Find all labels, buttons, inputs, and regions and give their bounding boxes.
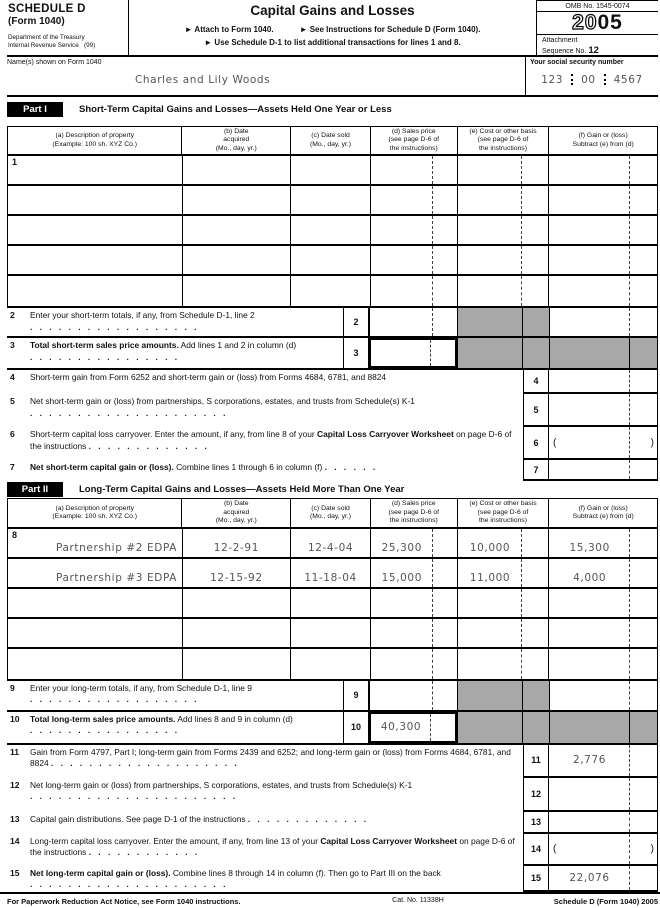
cost-basis-cell[interactable]: 11,000	[457, 559, 549, 587]
cost-basis-cell[interactable]	[457, 649, 549, 679]
instruction-line-1	[129, 25, 536, 34]
line-10-label: 10 Total long-term sales price amounts. Add lines 8 and 9 in column (d) . . . . . . . . . . . . . . . .	[10, 713, 293, 736]
line-4-label: 4 Short-term gain from Form 6252 and short-term gain or (loss) from Forms 4684, 6781, and 8824	[10, 372, 387, 383]
line-14-box-number: 14	[523, 834, 549, 866]
attachment-sequence	[537, 34, 658, 57]
sales-price-cell[interactable]	[370, 589, 457, 617]
table-row	[8, 619, 657, 649]
desc-cell[interactable]	[8, 156, 182, 184]
line-8-number: 8	[12, 529, 18, 540]
table-row	[8, 276, 657, 306]
line-9-box-number: 9	[343, 681, 369, 710]
line-15-row	[7, 866, 658, 892]
part1-bar-section	[7, 97, 660, 126]
table-row	[8, 649, 657, 679]
line-5-label: 5 Net short-term gain or (loss) from partnerships, S corporations, estates, and trusts from Schedule(s) K-1 . . . . . . . . . . . . . . . . . . . . .	[10, 396, 415, 418]
col-f-header: (f) Gain or (loss) Subtract (e) from (d)	[548, 127, 657, 154]
agency-label	[8, 34, 126, 50]
omb-block	[536, 0, 658, 55]
line-11-row	[7, 745, 658, 778]
sales-price-cell[interactable]	[370, 186, 457, 214]
cost-basis-cell[interactable]	[457, 246, 549, 274]
line-12-amount-entry[interactable]	[549, 778, 658, 812]
ssn-value	[526, 70, 658, 88]
line-7-label: 7 Net short-term capital gain or (loss). Combine lines 1 through 6 in column (f) . . . . . .	[10, 462, 378, 473]
taxpayer-name: Charles and Lily Woods	[135, 74, 271, 86]
part2-badge: Part II	[7, 482, 63, 497]
cost-basis-cell[interactable]	[457, 156, 549, 184]
form-footer-id: Schedule D (Form 1040) 2005	[553, 896, 658, 906]
line-12-label: 12 Net long-term gain or (loss) from partnerships, S corporations, estates, and trusts from Schedule(s) K-1 . . . . . . . . . . . . . . . . . . . . . .	[10, 779, 413, 802]
form-footer	[0, 892, 660, 906]
part2-bar	[7, 482, 660, 497]
gain-loss-cell[interactable]	[548, 619, 657, 647]
line-4-amount-entry[interactable]	[549, 370, 658, 394]
line-2-label: 2 Enter your short-term totals, if any, from Schedule D-1, line 2 . . . . . . . . . . . . . . . . . .	[10, 310, 255, 332]
line-3-label: 3 Total short-term sales price amounts. Add lines 1 and 2 in column (d) . . . . . . . . . . . . . . . .	[10, 340, 297, 362]
line-2-no: 2	[10, 310, 15, 321]
gain-loss-cell[interactable]	[548, 156, 657, 184]
line-3-shaded-cell	[549, 338, 658, 368]
cost-basis-cell[interactable]	[457, 216, 549, 244]
col-d-header: (d) Sales price (see page D-6 of the instructions)	[370, 499, 457, 526]
line-11-label: 11 Gain from Form 4797, Part I; long-term gain from Forms 2439 and 6252; and long-term gain or (loss) from Forms 4684, 6781, and 8824 . . . . . . . . . . . . . . . . . . . .	[10, 746, 511, 769]
line-1-number: 1	[12, 157, 18, 168]
table-row	[8, 559, 657, 589]
line-11-box-number: 11	[523, 745, 549, 778]
line-5-amount-entry[interactable]	[549, 394, 658, 427]
entry-description: Partnership #2 EDPA	[56, 541, 177, 554]
part1-table	[7, 126, 658, 306]
table-row	[8, 186, 657, 216]
line-6-label: 6 Short-term capital loss carryover. Enter the amount, if any, from line 8 of your Capital Loss Carryover Worksheet on page D-6 of the instructions . . . . . . . . . . . . .	[10, 429, 512, 451]
desc-cell[interactable]	[8, 589, 182, 617]
entry-description: Partnership #3 EDPA	[56, 571, 177, 584]
sales-price-cell[interactable]: 25,300	[370, 529, 457, 557]
line-13-label: 13 Capital gain distributions. See page D-1 of the instructions . . . . . . . . . . . . .	[10, 813, 369, 824]
table-row	[8, 246, 657, 276]
line-6-row	[7, 427, 658, 460]
line-7-amount-entry[interactable]	[549, 460, 658, 481]
line-9-row	[7, 679, 658, 712]
line-9-shaded-cell	[457, 681, 549, 710]
date-sold-cell[interactable]	[290, 649, 370, 679]
date-acquired-cell[interactable]	[182, 216, 291, 244]
col-b-header: (b) Date acquired (Mo., day, yr.)	[181, 499, 290, 526]
line-13-box-number: 13	[523, 812, 549, 834]
name-field[interactable]	[7, 57, 525, 95]
cost-basis-cell[interactable]	[457, 276, 549, 306]
gain-loss-cell[interactable]: 15,300	[548, 529, 657, 557]
cost-basis-cell[interactable]: 10,000	[457, 529, 549, 557]
line-9-gain-entry[interactable]	[549, 681, 658, 710]
line-2-gain-entry[interactable]	[549, 308, 658, 336]
gain-loss-cell[interactable]	[548, 276, 657, 306]
col-c-header: (c) Date sold (Mo., day, yr.)	[290, 499, 370, 526]
ssn-label: Your social security number	[530, 59, 624, 66]
date-acquired-cell[interactable]	[182, 619, 291, 647]
line-2-shaded-cell	[457, 308, 549, 336]
date-acquired-cell[interactable]: 12-15-92	[182, 559, 291, 587]
gain-loss-cell[interactable]	[548, 589, 657, 617]
desc-cell[interactable]	[8, 216, 182, 244]
cost-basis-cell[interactable]	[457, 619, 549, 647]
date-acquired-cell[interactable]	[182, 246, 291, 274]
ssn-part-2: 00	[581, 74, 596, 86]
line-3-no: 3	[10, 340, 15, 351]
part2-table-header	[8, 499, 657, 528]
paperwork-notice: For Paperwork Reduction Act Notice, see Form 1040 instructions.	[7, 896, 241, 906]
part1-title: Short-Term Capital Gains and Losses—Assets Held One Year or Less	[79, 104, 392, 115]
form-number: (Form 1040)	[8, 16, 65, 27]
desc-cell[interactable]	[8, 559, 182, 587]
sales-price-cell[interactable]: 15,000	[370, 559, 457, 587]
sales-price-cell[interactable]	[370, 156, 457, 184]
line-12-box-number: 12	[523, 778, 549, 812]
line-10-shaded-cell	[457, 712, 549, 743]
part2-bar-section	[7, 481, 660, 498]
col-e-header: (e) Cost or other basis (see page D-6 of the instructions)	[457, 499, 549, 526]
line-13-amount-entry[interactable]	[549, 812, 658, 834]
attachment-label: Attachment	[542, 37, 578, 44]
see-instruction: ► See Instructions for Schedule D (Form 1040).	[299, 25, 481, 34]
paren-close: )	[650, 437, 654, 449]
line-6-box-number: 6	[523, 427, 549, 460]
ssn-field[interactable]	[525, 57, 658, 95]
date-sold-cell[interactable]	[290, 589, 370, 617]
part1-table-header	[8, 127, 657, 156]
date-sold-cell[interactable]: 11-18-04	[290, 559, 370, 587]
title-block	[129, 0, 536, 55]
sales-price-cell[interactable]	[370, 246, 457, 274]
line-10-row	[7, 712, 658, 745]
line-10-no: 10	[10, 713, 20, 724]
line-11-amount-entry[interactable]: 2,776	[549, 745, 658, 778]
gain-loss-cell[interactable]	[548, 216, 657, 244]
col-e-header: (e) Cost or other basis (see page D-6 of the instructions)	[457, 127, 549, 154]
gain-loss-cell[interactable]	[548, 649, 657, 679]
name-row	[7, 57, 658, 97]
line-2-box-number: 2	[343, 308, 369, 336]
line-9-label: 9 Enter your long-term totals, if any, from Schedule D-1, line 9 . . . . . . . . . . . . . . . . . .	[10, 682, 252, 705]
desc-cell[interactable]	[8, 246, 182, 274]
paren-open: (	[553, 843, 557, 855]
line-12-row	[7, 778, 658, 812]
cost-basis-cell[interactable]	[457, 589, 549, 617]
line-3-shaded-cell	[457, 338, 549, 368]
date-acquired-cell[interactable]: 12-2-91	[182, 529, 291, 557]
date-sold-cell[interactable]	[290, 186, 370, 214]
line-10-box-number: 10	[343, 712, 369, 743]
year-bold: 05	[597, 11, 623, 34]
name-label: Name(s) shown on Form 1040	[7, 59, 102, 66]
desc-cell[interactable]	[8, 649, 182, 679]
line-3-total-sales-entry[interactable]	[369, 338, 457, 368]
dept-treasury: Department of the Treasury	[8, 34, 85, 41]
line-15-box-number: 15	[523, 866, 549, 892]
sales-price-cell[interactable]	[370, 276, 457, 306]
line-14-row	[7, 834, 658, 866]
date-sold-cell[interactable]	[290, 276, 370, 306]
date-acquired-cell[interactable]	[182, 186, 291, 214]
date-acquired-cell[interactable]	[182, 649, 291, 679]
line-9-no: 9	[10, 682, 15, 693]
part2-table	[7, 498, 658, 678]
gain-loss-cell[interactable]	[548, 186, 657, 214]
attach-instruction: ► Attach to Form 1040.	[184, 25, 274, 34]
col-d-header: (d) Sales price (see page D-6 of the instructions)	[370, 127, 457, 154]
line-3-box-number: 3	[343, 338, 369, 368]
table-row	[8, 589, 657, 619]
sequence-number: 12	[588, 45, 599, 57]
ssn-divider-icon	[604, 74, 606, 85]
catalog-number: Cat. No. 11338H	[392, 896, 444, 904]
part1-lines-4-7	[7, 370, 658, 481]
date-sold-cell[interactable]	[290, 216, 370, 244]
desc-cell[interactable]	[8, 619, 182, 647]
form-header	[7, 0, 658, 57]
form-title: Capital Gains and Losses	[250, 3, 415, 18]
line-14-amount-entry[interactable]	[549, 834, 658, 866]
sales-price-cell[interactable]	[370, 216, 457, 244]
gain-loss-cell[interactable]	[548, 246, 657, 274]
line-15-amount-entry[interactable]: 22,076	[549, 866, 658, 892]
part2-lines-11-15	[7, 745, 658, 892]
desc-cell[interactable]	[8, 276, 182, 306]
desc-cell[interactable]	[8, 186, 182, 214]
line-2-sales-price-entry[interactable]	[369, 308, 457, 336]
part1-badge: Part I	[7, 102, 63, 117]
line-4-box-number: 4	[523, 370, 549, 394]
col-a-header: (a) Description of property (Example: 100 sh. XYZ Co.)	[52, 504, 138, 521]
line-4-row	[7, 370, 658, 394]
sequence-label: Sequence No.	[542, 48, 587, 56]
part1-bar	[7, 102, 660, 117]
ssn-part-3: 4567	[613, 74, 643, 86]
col-a-header: (a) Description of property (Example: 100 sh. XYZ Co.)	[52, 132, 138, 148]
tax-year	[537, 12, 658, 34]
irs-label: Internal Revenue Service	[8, 41, 79, 49]
cost-basis-cell[interactable]	[457, 186, 549, 214]
line-3-row	[7, 338, 658, 370]
omb-number: OMB No. 1545-0074	[537, 1, 658, 12]
line-6-amount-entry[interactable]	[549, 427, 658, 460]
sales-price-cell[interactable]	[370, 619, 457, 647]
form-id-block	[7, 0, 129, 55]
line-7-row	[7, 460, 658, 481]
table-row	[8, 529, 657, 559]
line-2-row	[7, 306, 658, 338]
line-5-row	[7, 394, 658, 427]
gain-loss-cell[interactable]: 4,000	[548, 559, 657, 587]
ssn-part-1: 123	[541, 74, 564, 86]
date-acquired-cell[interactable]	[182, 156, 291, 184]
date-sold-cell[interactable]	[290, 156, 370, 184]
line-5-box-number: 5	[523, 394, 549, 427]
irs-code: (99)	[83, 41, 96, 49]
col-f-header: (f) Gain or (loss) Subtract (e) from (d)	[548, 499, 657, 526]
line-14-label: 14 Long-term capital loss carryover. Enter the amount, if any, from line 13 of your Capital Loss Carryover Worksheet on page D-6 of the instructions . . . . . . . . . . . .	[10, 835, 515, 858]
schedule-label: SCHEDULE D	[8, 3, 86, 15]
date-sold-cell[interactable]: 12-4-04	[290, 529, 370, 557]
instruction-line-2: ► Use Schedule D-1 to list additional transactions for lines 1 and 8.	[204, 38, 461, 47]
line-13-row	[7, 812, 658, 834]
paren-close: )	[650, 843, 654, 855]
table-row	[8, 216, 657, 246]
date-sold-cell[interactable]	[290, 246, 370, 274]
line-10-shaded-cell	[549, 712, 658, 743]
sales-price-cell[interactable]	[370, 649, 457, 679]
line-15-label: 15 Net long-term capital gain or (loss). Combine lines 8 through 14 in column (f). Then go to Part III on the back . . . . . . . . . . . . . . . . . . . . .	[10, 867, 441, 890]
date-acquired-cell[interactable]	[182, 276, 291, 306]
date-acquired-cell[interactable]	[182, 589, 291, 617]
year-outline: 20	[572, 11, 598, 34]
col-c-header: (c) Date sold (Mo., day, yr.)	[290, 127, 370, 154]
table-row	[8, 156, 657, 186]
part2-title: Long-Term Capital Gains and Losses—Assets Held More Than One Year	[79, 484, 405, 496]
ssn-divider-icon	[571, 74, 573, 85]
date-sold-cell[interactable]	[290, 619, 370, 647]
paren-open: (	[553, 437, 557, 449]
line-9-sales-price-entry[interactable]	[369, 681, 457, 710]
line-10-total-sales-entry[interactable]: 40,300	[369, 712, 457, 743]
desc-cell[interactable]	[8, 529, 182, 557]
line-7-box-number: 7	[523, 460, 549, 481]
col-b-header: (b) Date acquired (Mo., day, yr.)	[181, 127, 290, 154]
